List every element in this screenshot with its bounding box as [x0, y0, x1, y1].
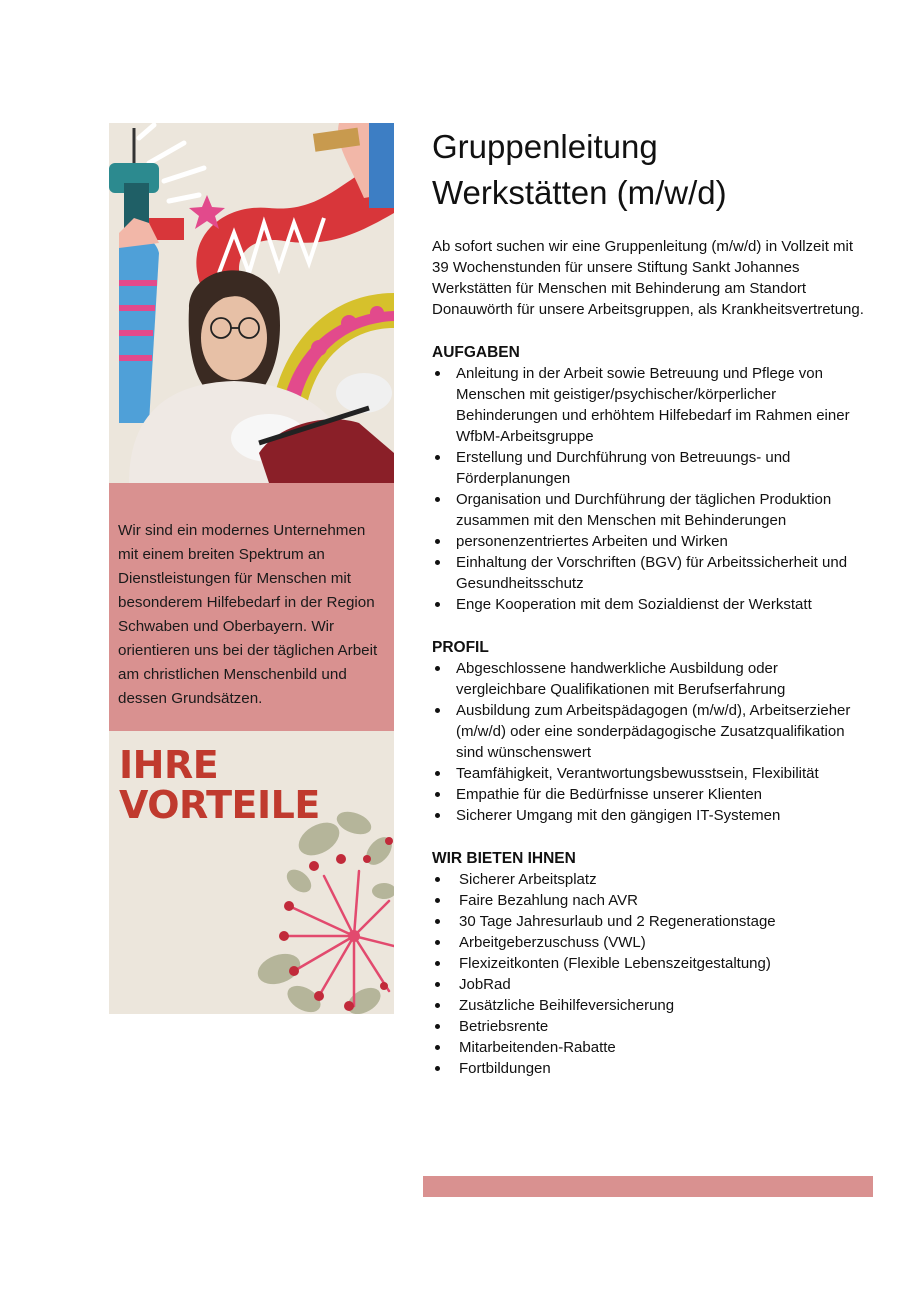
angebot-list: [432, 869, 872, 1079]
list-item: Teamfähigkeit, Verantwortungsbewusstsein, Flexibilität: [432, 763, 872, 784]
aufgaben-heading: AUFGABEN: [432, 344, 520, 361]
profil-list: [432, 658, 872, 826]
vorteile-panel: [109, 731, 394, 1014]
right-column: [432, 124, 872, 1079]
angebot-heading: WIR BIETEN IHNEN: [432, 850, 576, 867]
footer-bar: [423, 1176, 873, 1197]
list-item: personenzentriertes Arbeiten und Wirken: [432, 531, 872, 552]
photo-illustration: [109, 123, 394, 483]
list-item: Erstellung und Durchführung von Betreuungs- und Förderplanungen: [432, 447, 872, 489]
list-item: Sicherer Arbeitsplatz: [432, 869, 872, 890]
list-item: Faire Bezahlung nach AVR: [432, 890, 872, 911]
list-item: Anleitung in der Arbeit sowie Betreuung und Pflege von Menschen mit geistiger/psychischer/körperlicher Behinderungen und erhöhtem Hilfebedarf im Rahmen einer WfbM-Arbeitsgruppe: [432, 363, 872, 447]
list-item: Flexizeitkonten (Flexible Lebenszeitgestaltung): [432, 953, 872, 974]
list-item: Sicherer Umgang mit den gängigen IT-Systemen: [432, 805, 872, 826]
list-item: Mitarbeitenden-Rabatte: [432, 1037, 872, 1058]
list-item: Arbeitgeberzuschuss (VWL): [432, 932, 872, 953]
list-item: Zusätzliche Beihilfeversicherung: [432, 995, 872, 1016]
list-item: Organisation und Durchführung der täglichen Produktion zusammen mit den Menschen mit Behinderungen: [432, 489, 872, 531]
job-title-line2: Werkstätten (m/w/d): [432, 174, 727, 211]
aufgaben-list: [432, 363, 872, 615]
list-item: Empathie für die Bedürfnisse unserer Klienten: [432, 784, 872, 805]
vorteile-title-line2: VORTEILE: [119, 783, 320, 827]
list-item: Enge Kooperation mit dem Sozialdienst der Werkstatt: [432, 594, 872, 615]
list-item: JobRad: [432, 974, 872, 995]
job-title-line1: Gruppenleitung: [432, 128, 658, 165]
list-item: Abgeschlossene handwerkliche Ausbildung oder vergleichbare Qualifikationen mit Berufserfahrung: [432, 658, 872, 700]
intro-box: [109, 483, 394, 731]
list-item: 30 Tage Jahresurlaub und 2 Regenerationstage: [432, 911, 872, 932]
list-item: Betriebsrente: [432, 1016, 872, 1037]
company-intro-text: Wir sind ein modernes Unternehmen mit einem breiten Spektrum an Dienstleistungen für Menschen mit besonderem Hilfebedarf in der Region Schwaben und Oberbayern. Wir orientieren uns bei der täglichen Arbeit am christlichen Menschenbild und dessen Grundsätzen.: [118, 522, 378, 707]
job-title: [432, 124, 872, 216]
list-item: Einhaltung der Vorschriften (BGV) für Arbeitssicherheit und Gesundheitsschutz: [432, 552, 872, 594]
left-column: [109, 123, 394, 1014]
profil-heading: PROFIL: [432, 639, 489, 656]
list-item: Ausbildung zum Arbeitspädagogen (m/w/d), Arbeitserzieher (m/w/d) oder eine sonderpädagogische Zusatzqualifikation sind wünschenswert: [432, 700, 872, 763]
vorteile-title-line1: IHRE: [119, 743, 219, 787]
job-intro: Ab sofort suchen wir eine Gruppenleitung (m/w/d) in Vollzeit mit 39 Wochenstunden für unsere Stiftung Sankt Johannes Werkstätten für Menschen mit Behinderung am Standort Donauwörth für unsere Arbeitsgruppen, als Krankheitsvertretung.: [432, 238, 864, 318]
list-item: Fortbildungen: [432, 1058, 872, 1079]
vorteile-title: [119, 745, 320, 825]
header-photo: [109, 123, 394, 483]
